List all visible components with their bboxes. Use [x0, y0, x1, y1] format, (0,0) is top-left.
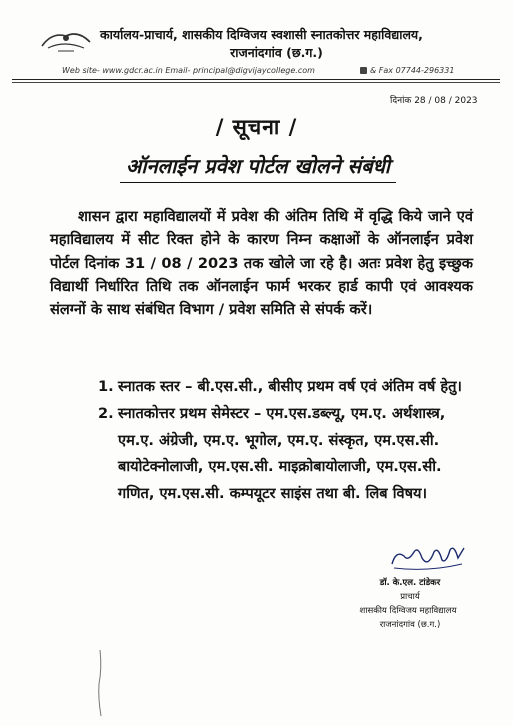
list-item	[50, 374, 473, 399]
list-item	[50, 401, 473, 507]
letterhead-rule	[12, 79, 500, 80]
phone-text: & Fax 07744-296331	[370, 66, 455, 75]
letterhead-phone	[360, 66, 454, 75]
notice-body: शासन द्वारा महाविद्यालयों में प्रवेश की अंतिम तिथि में वृद्धि किये जाने एवं महाविद्यालय में सीट रिक्त होने के कारण निम्न कक्षाओं के ऑनलाईन प्रवेश पोर्टल दिनांक 31 / 08 / 2023 तक खोले जा रहे है। अतः प्रवेश हेतु इच्छुक विद्यार्थी निर्धारित तिथि तक ऑनलाईन फार्म भरकर हार्ड कापी एवं आवश्यक संलग्नों के साथ संबंधित विभाग / प्रवेश समिति से संपर्क करें।	[50, 208, 473, 319]
letterhead-city: राजनांदगांव (छ.ग.)	[230, 45, 323, 60]
signatory-name: डॉ. के.एल. टांडेकर	[379, 578, 441, 588]
list-item-number: 1.	[98, 378, 114, 395]
notice-subject	[60, 152, 456, 188]
letterhead-web: Web site- www.gdcr.ac.in Email- principal@digvijaycollege.com	[62, 66, 315, 75]
notice-title: / सूचना /	[215, 115, 298, 139]
margin-pencil-mark	[95, 648, 105, 718]
subject-text: ऑनलाईन प्रवेश पोर्टल खोलने संबंधी	[120, 152, 396, 183]
list-item-number: 2.	[98, 405, 114, 422]
letterhead-office: कार्यालय-प्राचार्य, शासकीय दिग्विजय स्वशासी स्नातकोत्तर महाविद्यालय,	[100, 27, 423, 42]
signature-mark	[388, 538, 468, 578]
signatory-city: राजनांदगांव (छ.ग.)	[379, 620, 441, 630]
course-list	[50, 374, 473, 507]
list-item-text: स्नातक स्तर – बी.एस.सी., बीसीए प्रथम वर्ष एवं अंतिम वर्ष हेतु।	[118, 378, 462, 395]
signatory-title: प्राचार्य	[400, 592, 420, 602]
letterhead-rule-thin	[12, 82, 500, 83]
list-item-text: स्नातकोत्तर प्रथम सेमेस्टर – एम.एस.डब्ल्यू, एम.ए. अर्थशास्त्र, एम.ए. अंग्रेजी, एम.ए. भूगोल, एम.ए. संस्कृत, एम.एस.सी. बायोटेक्नोलाजी, एम.एस.सी. माइक्रोबायोलाजी, एम.एस.सी. गणित, एम.एस.सी. कम्पयूटर साइंस तथा बी. लिब विषय।	[118, 405, 446, 502]
phone-icon	[360, 67, 367, 74]
notice-date: दिनांक 28 / 08 / 2023	[390, 96, 478, 106]
signatory-college: शासकीय दिग्विजय महाविद्यालय	[359, 606, 457, 616]
